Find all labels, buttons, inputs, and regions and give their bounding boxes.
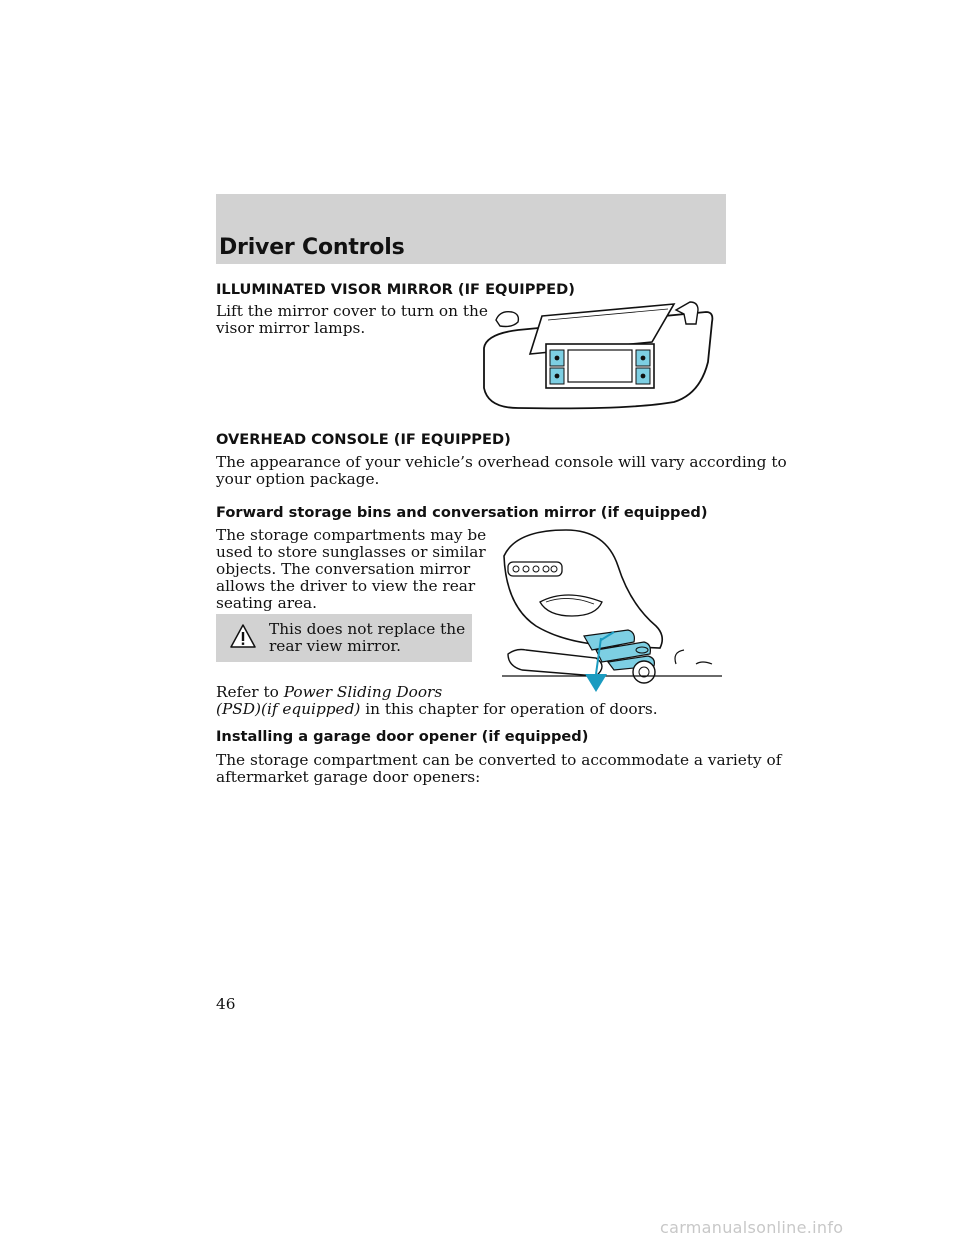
visor-mirror-illustration: [478, 298, 728, 412]
console-heading: OVERHEAD CONSOLE (IF EQUIPPED): [216, 431, 511, 448]
warning-line-2: rear view mirror.: [269, 637, 401, 655]
page-title: Driver Controls: [219, 235, 405, 260]
storage-body-line-5: seating area.: [216, 594, 318, 612]
visor-body: [216, 303, 488, 337]
garage-heading: Installing a garage door opener (if equipped): [216, 728, 589, 745]
storage-body-line-4: allows the driver to view the rear: [216, 577, 476, 595]
refer-paragraph: [216, 684, 658, 718]
console-body: [216, 454, 787, 488]
warning-text: [269, 621, 465, 655]
refer-link-part-2[interactable]: (PSD)(if equipped): [216, 700, 361, 718]
garage-body-line-2: aftermarket garage door openers:: [216, 768, 481, 786]
refer-link-part-1[interactable]: Power Sliding Doors: [283, 683, 443, 701]
garage-body-line-1: The storage compartment can be converted to accommodate a variety of: [216, 751, 782, 769]
garage-body: [216, 752, 781, 786]
visor-heading: ILLUMINATED VISOR MIRROR (IF EQUIPPED): [216, 281, 575, 298]
console-body-line-1: The appearance of your vehicle’s overhead console will vary according to: [216, 453, 787, 471]
page-number: 46: [216, 995, 236, 1013]
storage-body-line-1: The storage compartments may be: [216, 526, 487, 544]
warning-line-1: This does not replace the: [269, 620, 466, 638]
storage-body-line-3: objects. The conversation mirror: [216, 560, 471, 578]
refer-line-1: [216, 684, 658, 701]
storage-body-line-2: used to store sunglasses or similar: [216, 543, 486, 561]
refer-suffix: in this chapter for operation of doors.: [365, 700, 658, 718]
warning-triangle-icon: [230, 624, 256, 648]
refer-line-2: [216, 701, 658, 718]
watermark-text: carmanualsonline.info: [660, 1218, 844, 1237]
console-body-line-2: your option package.: [216, 470, 380, 488]
visor-body-line-2: visor mirror lamps.: [216, 319, 366, 337]
refer-prefix: Refer to: [216, 683, 279, 701]
visor-body-line-1: Lift the mirror cover to turn on the: [216, 302, 488, 320]
storage-body: [216, 527, 486, 612]
storage-heading: Forward storage bins and conversation mirror (if equipped): [216, 504, 708, 521]
overhead-console-illustration: [496, 526, 726, 696]
